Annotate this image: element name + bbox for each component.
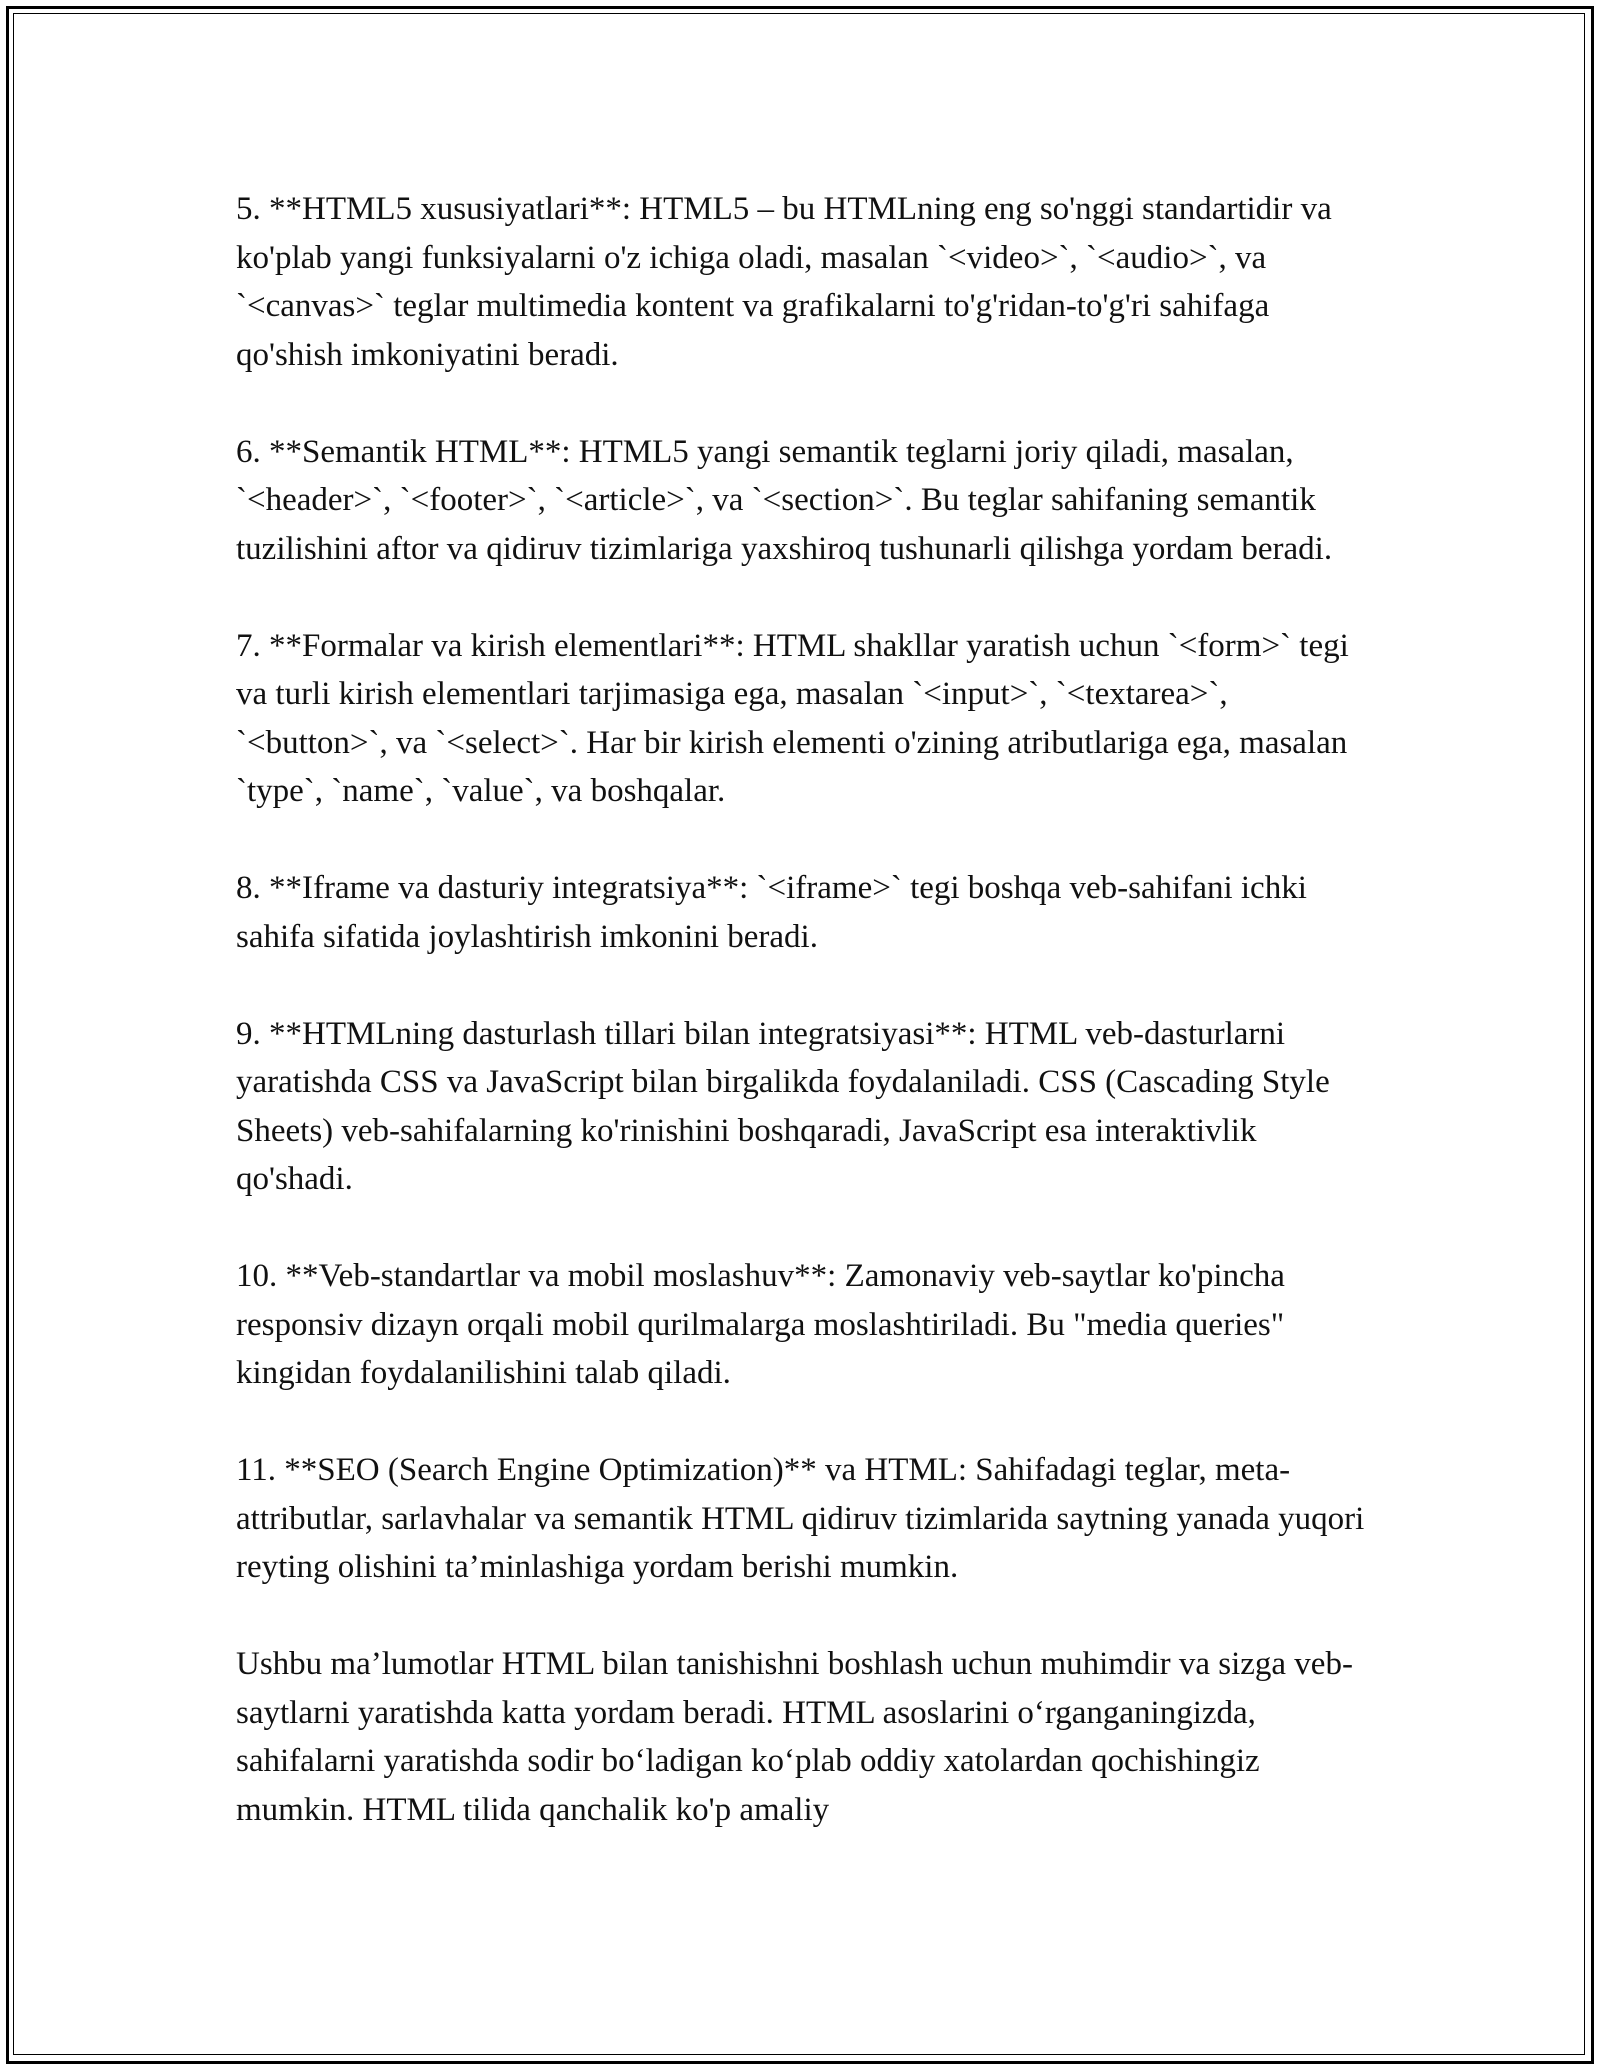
paragraph-conclusion: Ushbu ma’lumotlar HTML bilan tanishishni boshlash uchun muhimdir va sizga veb-saytlarni yaratishda katta yordam beradi. HTML asoslarini o‘rganganingizda, sahifalarni yaratishda sodir bo‘ladigan ko‘plab oddiy xatolardan qochishingiz mumkin. HTML tilida qanchalik ko'p amaliy [236, 1646, 1353, 1828]
paragraph-semantic-html: 6. **Semantik HTML**: HTML5 yangi semantik teglarni joriy qiladi, masalan, `<header>`, `<footer>`, `<article>`, va `<section>`. Bu teglar sahifaning semantik tuzilishini aftor va qidiruv tizimlariga yaxshiroq tushunarli qilishga yordam beradi. [236, 433, 1333, 567]
paragraph-integration: 9. **HTMLning dasturlash tillari bilan integratsiyasi**: HTML veb-dasturlarni yaratishda CSS va JavaScript bilan birgalikda foydalaniladi. CSS (Cascading Style Sheets) veb-sahifalarning ko'rinishini boshqaradi, JavaScript esa interaktivlik qo'shadi. [236, 1015, 1338, 1197]
paragraph-seo: 11. **SEO (Search Engine Optimization)** va HTML: Sahifadagi teglar, meta-attributlar, sarlavhalar va semantik HTML qidiruv tizimlarida saytning yanada yuqori reyting olishini ta’minlashiga yordam berishi mumkin. [236, 1452, 1373, 1585]
page-content [236, 185, 1373, 1834]
paragraph-iframe: 8. **Iframe va dasturiy integratsiya**: `<iframe>` tegi boshqa veb-sahifani ichki sahifa sifatida joylashtirish imkonini beradi. [236, 870, 1316, 955]
paragraph-web-standards: 10. **Veb-standartlar va mobil moslashuv**: Zamonaviy veb-saytlar ko'pincha responsiv dizayn orqali mobil qurilmalarga moslashtiriladi. Bu "media queries" kingidan foydalanilishini talab qiladi. [236, 1258, 1294, 1391]
paragraph-forms-inputs: 7. **Formalar va kirish elementlari**: HTML shakllar yaratish uchun `<form>` tegi va turli kirish elementlari tarjimasiga ega, masalan `<input>`, `<textarea>`, `<button>`, va `<select>`. Har bir kirish elementi o'zining atributlariga ega, masalan `type`, `name`, `value`, va boshqalar. [236, 627, 1358, 809]
paragraph-html5-features: 5. **HTML5 xususiyatlari**: HTML5 – bu HTMLning eng so'nggi standartidir va ko'plab yangi funksiyalarni o'z ichiga oladi, masalan `<video>`, `<audio>`, va `<canvas>` teglar multimedia kontent va grafikalarni to'g'ridan-to'g'ri sahifaga qo'shish imkoniyatini beradi. [236, 191, 1340, 373]
